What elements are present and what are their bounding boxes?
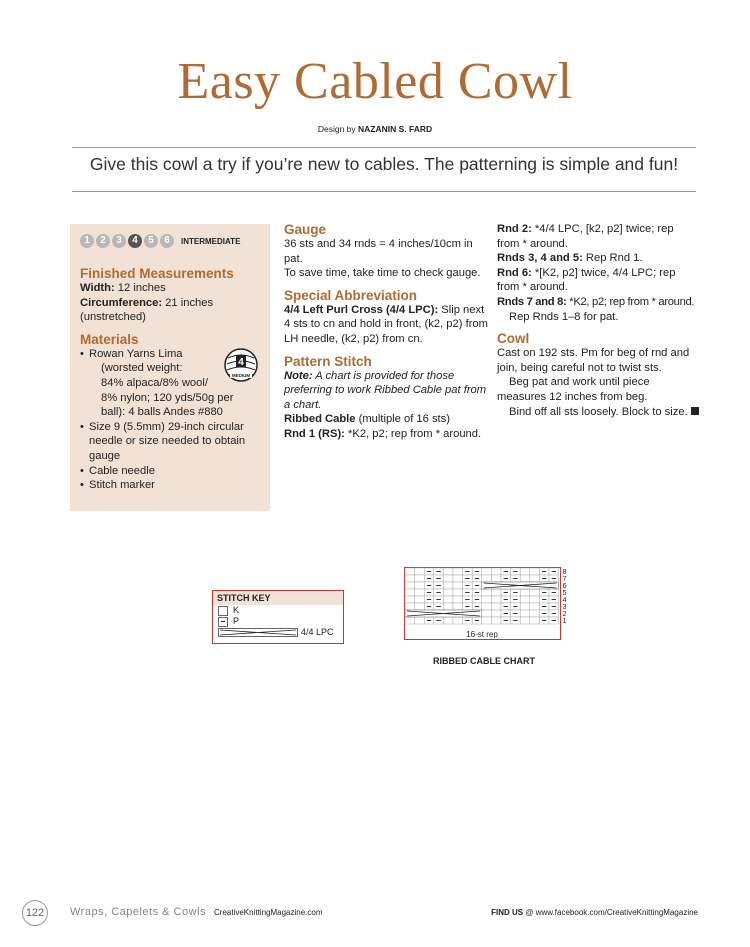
- chart-row-numbers: [563, 569, 567, 625]
- chart-cell: [482, 589, 492, 596]
- rnd1-label: Rnd 1 (RS):: [284, 427, 345, 440]
- ribbed-cable-multiple: (multiple of 16 sts): [355, 413, 450, 426]
- rnd345-text: Rep Rnd 1.: [582, 252, 643, 265]
- chart-cell: [405, 568, 415, 575]
- cowl-text-2: Beg pat and work until piece measures 12 inches from beg.: [497, 376, 650, 403]
- rnd345-line: [497, 251, 699, 266]
- rnd1-text: *K2, p2; rep from * around.: [344, 427, 482, 440]
- ribbed-cable-line: [284, 412, 489, 427]
- chart-cell: [453, 582, 463, 589]
- cowl-text: Cast on 192 sts. Pm for beg of rnd and join, being careful not to twist sts.: [497, 347, 690, 374]
- chart-cell: [530, 575, 540, 582]
- yarn-weight-icon: [224, 348, 258, 382]
- chart-cell: [405, 596, 415, 603]
- facebook-link[interactable]: @ www.facebook.com/CreativeKnittingMagazine: [525, 908, 698, 917]
- chart-cell: [520, 603, 530, 610]
- lpc-definition: Slip next 4 sts to cn and hold in front, (k2, p2) from LH needle, (k2, p2) from cn.: [284, 303, 488, 345]
- skill-level-4: 4: [128, 234, 142, 248]
- chart-cell: [405, 589, 415, 596]
- ribbed-cable-label: Ribbed Cable: [284, 413, 356, 426]
- chart-cell: [443, 589, 453, 596]
- divider-bottom: [72, 191, 696, 192]
- skill-level-6: 6: [160, 234, 174, 248]
- stitch-key-p-row: [213, 616, 343, 627]
- pattern-title: Easy Cabled Cowl: [177, 53, 573, 110]
- knit-symbol-icon: [218, 606, 228, 616]
- chart-cell: [530, 603, 540, 610]
- chart-cell: [491, 610, 501, 617]
- chart-cell: [482, 610, 492, 617]
- byline-prefix: Design by: [317, 124, 359, 134]
- chart-cell: [530, 568, 540, 575]
- chart-cell: [443, 603, 453, 610]
- gauge-column: [284, 222, 489, 442]
- stitch-key: [212, 590, 344, 644]
- gauge-text: 36 sts and 34 rnds = 4 inches/10cm in pat.: [284, 238, 473, 265]
- rnd2-line: [497, 222, 699, 251]
- rnd2-label: Rnd 2:: [497, 223, 532, 235]
- chart-cell: [405, 617, 415, 624]
- lpc-symbol-icon: [218, 628, 298, 637]
- width-line: [80, 281, 266, 296]
- width-value: 12 inches: [114, 282, 166, 294]
- chart-cell: [482, 575, 492, 582]
- rnd78-text: *K2, p2; rep from * around.: [566, 295, 695, 308]
- chart-cell: [415, 603, 425, 610]
- purl-label: P: [233, 616, 240, 626]
- gauge-note: To save time, take time to check gauge.: [284, 267, 481, 280]
- chart-cell: [530, 589, 540, 596]
- chart-cell: [491, 589, 501, 596]
- chart-cell: [453, 603, 463, 610]
- rnd2-text: *4/4 LPC, [k2, p2] twice; rep from * around.: [497, 223, 674, 250]
- chart-cell: [443, 582, 453, 589]
- find-us-label: FIND US: [491, 908, 526, 917]
- chart-cell: [491, 617, 501, 624]
- skill-level-label: INTERMEDIATE: [181, 236, 241, 246]
- yarn-weight-number: 4: [238, 357, 244, 368]
- circumference-value: 21 inches: [162, 296, 214, 309]
- gauge-heading: Gauge: [284, 222, 327, 237]
- material-yarn-line: 84% alpaca/8% wool/: [101, 376, 208, 389]
- designer-name: NAZANIN S. FARD: [358, 124, 433, 134]
- chart-cell: [443, 568, 453, 575]
- special-abbreviation-text: [284, 303, 489, 347]
- rnd345-label: Rnds 3, 4 and 5:: [497, 252, 583, 265]
- stitch-key-title: STITCH KEY: [213, 591, 343, 605]
- chart-cell: [491, 568, 501, 575]
- chart-row-number: 3: [562, 604, 567, 611]
- chart-cell: [453, 568, 463, 575]
- material-needle: • Size 9 (5.5mm) 29-inch circular needle or size needed to obtain gauge: [80, 420, 266, 464]
- special-abbreviation-heading: Special Abbreviation: [284, 287, 418, 303]
- section-name: Wraps, Capelets & Cowls: [70, 906, 207, 918]
- chart-cell: [415, 589, 425, 596]
- rnd6-text: *[K2, p2] twice, 4/4 LPC; rep from * around.: [497, 266, 676, 294]
- chart-row-number: 6: [562, 583, 567, 590]
- repeat-line: Rep Rnds 1–8 for pat.: [509, 310, 619, 323]
- chart-cell: [520, 610, 530, 617]
- rnd6-line: [497, 266, 699, 295]
- finished-measurements-heading: Finished Measurements: [80, 266, 234, 281]
- chart-cell: [491, 596, 501, 603]
- knit-label: K: [233, 605, 240, 615]
- cowl-text-3-line: [497, 405, 699, 420]
- chart-cell: [482, 603, 492, 610]
- divider-top: [72, 147, 696, 148]
- chart-cell: [453, 596, 463, 603]
- skill-level-indicator: [80, 234, 240, 248]
- circumference-label: Circumference:: [80, 296, 163, 309]
- chart-cell: [520, 589, 530, 596]
- chart-cell: [415, 575, 425, 582]
- purl-symbol-icon: [218, 617, 228, 627]
- chart-cell: [453, 589, 463, 596]
- chart-cell: [482, 568, 492, 575]
- chart-row-number: 1: [562, 618, 567, 625]
- chart-cell: [443, 617, 453, 624]
- chart-cell: [530, 617, 540, 624]
- chart-cell: [482, 617, 492, 624]
- rnd78-line: [497, 295, 699, 310]
- stitch-key-lpc-row: [213, 627, 343, 638]
- material-yarn-line: • Rowan Yarns Lima: [89, 347, 183, 360]
- chart-cell: [530, 596, 540, 603]
- chart-cell: [415, 596, 425, 603]
- rnd78-label: Rnds 7 and 8:: [497, 295, 567, 308]
- cowl-text-3: Bind off all sts loosely. Block to size.: [509, 405, 688, 418]
- chart-cell: [520, 568, 530, 575]
- yarn-weight-label: MEDIUM: [231, 373, 251, 378]
- page-number: 122: [22, 900, 48, 926]
- materials-sidebar: [70, 224, 270, 511]
- lpc-label: 4/4 LPC: [301, 627, 334, 637]
- chart-cell: [405, 603, 415, 610]
- byline: [0, 124, 750, 134]
- instructions-column: [497, 222, 699, 419]
- ribbed-cable-chart: [404, 567, 574, 643]
- chart-row-number: 4: [562, 597, 567, 604]
- rnd6-label: Rnd 6:: [497, 266, 532, 279]
- width-label: Width:: [80, 282, 115, 294]
- chart-note: [284, 369, 489, 413]
- material-yarn-line: ball): 4 balls Andes #880: [101, 406, 223, 419]
- intro-text: Give this cowl a try if you’re new to cables. The patterning is simple and fun!: [89, 154, 679, 174]
- material-yarn-line: 8% nylon; 120 yds/50g per: [101, 391, 234, 404]
- chart-row-number: 2: [562, 611, 567, 618]
- page-footer: [0, 900, 750, 924]
- find-us-line: [491, 908, 698, 917]
- chart-cell: [520, 596, 530, 603]
- website-link[interactable]: CreativeKnittingMagazine.com: [214, 908, 323, 917]
- note-label: Note:: [284, 369, 313, 382]
- lpc-term: 4/4 Left Purl Cross (4/4 LPC):: [284, 303, 439, 316]
- chart-cell: [415, 582, 425, 589]
- chart-cell: [520, 575, 530, 582]
- material-yarn-line: (worsted weight:: [101, 362, 183, 375]
- chart-repeat-label: 16-st rep: [466, 630, 498, 639]
- note-text: A chart is provided for those preferring to work Ribbed Cable pat from a chart.: [284, 369, 487, 411]
- chart-row-number: 8: [562, 569, 567, 576]
- circumference-note: (unstretched): [80, 311, 146, 324]
- chart-cell: [491, 603, 501, 610]
- cowl-heading: Cowl: [497, 331, 530, 347]
- chart-row-number: 5: [562, 590, 567, 597]
- chart-cell: [482, 596, 492, 603]
- chart-cell: [520, 617, 530, 624]
- circumference-line: [80, 296, 266, 311]
- skill-level-1: 1: [80, 234, 94, 248]
- skill-level-5: 5: [144, 234, 158, 248]
- chart-cell: [530, 610, 540, 617]
- chart-title: RIBBED CABLE CHART: [433, 656, 535, 666]
- chart-cell: [415, 617, 425, 624]
- stitch-key-k-row: [213, 605, 343, 616]
- material-cable-needle: • Cable needle: [80, 464, 266, 479]
- chart-cell: [405, 582, 415, 589]
- end-mark-icon: [691, 407, 699, 415]
- chart-cell: [415, 568, 425, 575]
- skill-level-3: 3: [112, 234, 126, 248]
- rnd1-line: [284, 427, 489, 442]
- chart-cell: [453, 575, 463, 582]
- pattern-stitch-heading: Pattern Stitch: [284, 353, 372, 369]
- chart-cell: [443, 575, 453, 582]
- chart-cell: [443, 596, 453, 603]
- skill-level-2: 2: [96, 234, 110, 248]
- chart-cell: [453, 617, 463, 624]
- material-stitch-marker: • Stitch marker: [80, 478, 266, 493]
- chart-cell: [491, 575, 501, 582]
- chart-row-number: 7: [562, 576, 567, 583]
- chart-cell: [405, 575, 415, 582]
- materials-heading: Materials: [80, 331, 139, 347]
